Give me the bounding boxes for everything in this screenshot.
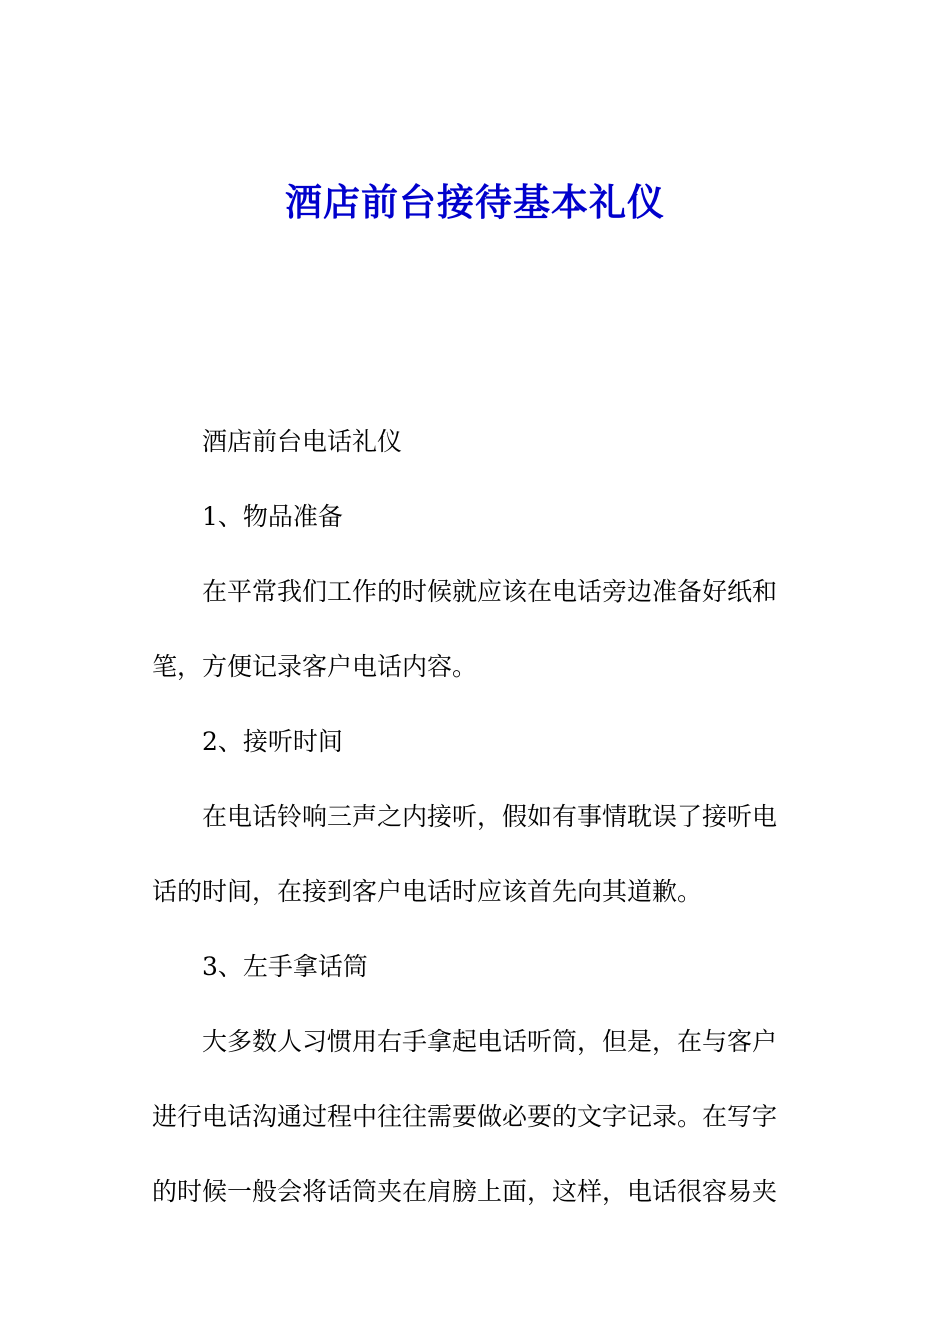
paragraph bbox=[152, 779, 797, 929]
document-body bbox=[152, 404, 797, 1229]
text-line: 1、物品准备 bbox=[202, 502, 343, 531]
text-line: 2、接听时间 bbox=[202, 727, 343, 756]
text-line: 在电话铃响三声之内接听，假如有事情耽误了接听电 bbox=[202, 802, 778, 831]
paragraph bbox=[152, 554, 797, 704]
text-line: 3、左手拿话筒 bbox=[202, 952, 368, 981]
section-heading bbox=[152, 929, 797, 1004]
text-line: 大多数人习惯用右手拿起电话听筒，但是，在与客户 bbox=[202, 1027, 778, 1056]
text-line: 酒店前台电话礼仪 bbox=[202, 427, 403, 456]
text-line: 的时候一般会将话筒夹在肩膀上面，这样，电话很容易夹 bbox=[152, 1177, 778, 1206]
text-line: 在平常我们工作的时候就应该在电话旁边准备好纸和 bbox=[202, 577, 778, 606]
text-line: 话的时间，在接到客户电话时应该首先向其道歉。 bbox=[152, 877, 703, 906]
text-line: 笔，方便记录客户电话内容。 bbox=[152, 652, 478, 681]
paragraph bbox=[152, 1004, 797, 1229]
section-heading bbox=[152, 479, 797, 554]
section-heading bbox=[152, 404, 797, 479]
section-heading bbox=[152, 704, 797, 779]
text-line: 进行电话沟通过程中往往需要做必要的文字记录。在写字 bbox=[152, 1102, 778, 1131]
document-title: 酒店前台接待基本礼仪 bbox=[285, 180, 665, 224]
